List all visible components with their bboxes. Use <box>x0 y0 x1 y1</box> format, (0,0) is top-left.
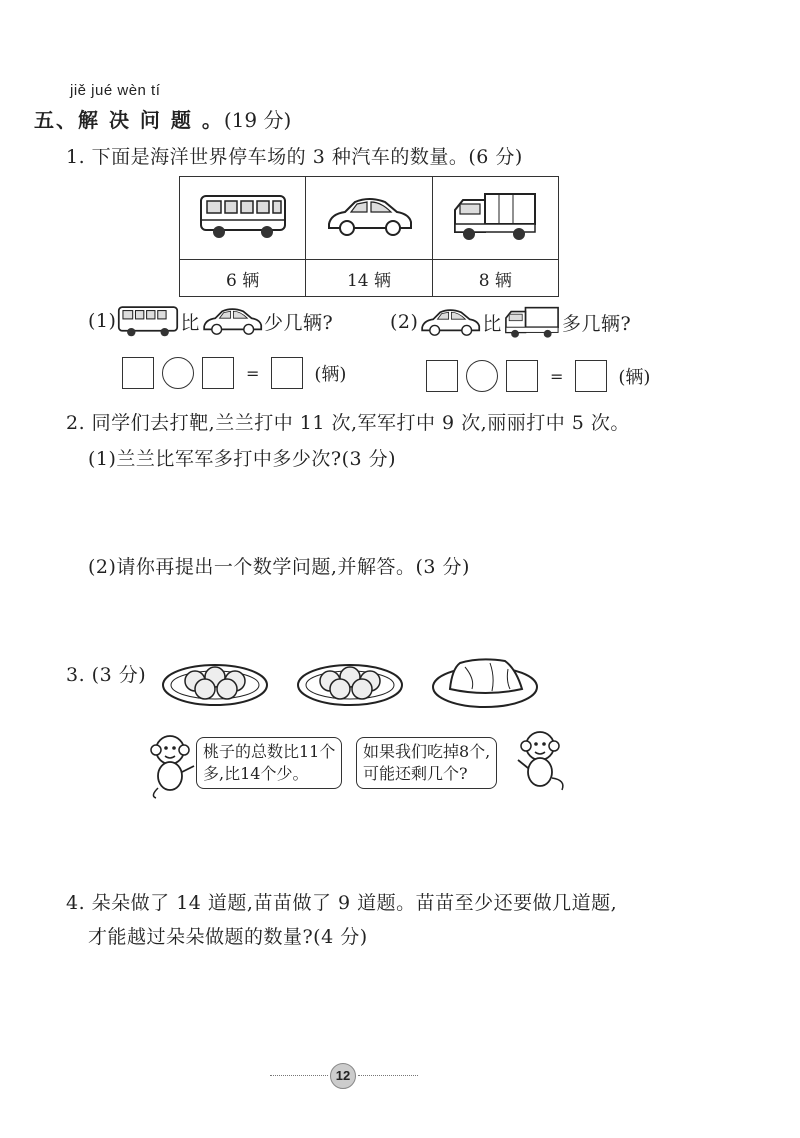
bubble-left-line-1: 桃子的总数比11个 <box>203 742 336 761</box>
sub-1-ask: 少几辆? <box>263 311 334 334</box>
page-number: 12 <box>330 1063 356 1089</box>
question-1-sub-2 <box>390 302 631 342</box>
question-2-sub-1: (1)兰兰比军军多打中多少次?(3 分) <box>88 448 397 470</box>
vehicle-count-table <box>179 176 559 297</box>
bubble-right-line-2: 可能还剩几个? <box>363 764 468 783</box>
footer-divider-left <box>270 1075 328 1076</box>
speech-bubble-right <box>356 737 497 789</box>
answer-box[interactable] <box>202 357 234 389</box>
truck-cell <box>432 177 558 260</box>
section-title-text: 五、解 决 问 题 。 <box>34 108 224 132</box>
footer-divider-right <box>358 1075 418 1076</box>
monkey-left-icon <box>148 732 198 800</box>
sub-1-equation <box>122 357 346 389</box>
car-icon <box>418 303 482 341</box>
car-count: 14 辆 <box>306 260 432 297</box>
equals-sign: = <box>246 363 260 383</box>
question-2-sub-2: (2)请你再提出一个数学问题,并解答。(3 分) <box>88 556 470 578</box>
truck-icon <box>502 302 562 342</box>
answer-box[interactable] <box>122 357 154 389</box>
answer-box[interactable] <box>426 360 458 392</box>
unit-label: (辆) <box>314 364 347 385</box>
unit-label: (辆) <box>618 367 651 388</box>
sub-2-equation <box>426 360 650 392</box>
question-1-stem: 1. 下面是海洋世界停车场的 3 种汽车的数量。(6 分) <box>66 146 523 168</box>
question-4-line-1: 4. 朵朵做了 14 道题,苗苗做了 9 道题。苗苗至少还要做几道题, <box>66 892 618 914</box>
car-cell <box>306 177 432 260</box>
car-icon <box>200 302 264 340</box>
operator-circle[interactable] <box>466 360 498 392</box>
section-pinyin: jiě jué wèn tí <box>70 82 161 99</box>
peach-plates-illustration <box>160 655 560 715</box>
monkey-right-icon <box>512 728 568 794</box>
truck-count: 8 辆 <box>432 260 558 297</box>
question-3-stem: 3. (3 分) <box>66 664 147 686</box>
answer-box[interactable] <box>506 360 538 392</box>
operator-circle[interactable] <box>162 357 194 389</box>
truck-icon <box>449 188 541 244</box>
sub-2-number: (2) <box>390 311 419 333</box>
car-icon <box>323 190 415 242</box>
bubble-right-line-1: 如果我们吃掉8个, <box>363 742 491 761</box>
question-2-stem: 2. 同学们去打靶,兰兰打中 11 次,军军打中 9 次,丽丽打中 5 次。 <box>66 412 630 434</box>
result-box[interactable] <box>575 360 607 392</box>
bus-count: 6 辆 <box>180 260 306 297</box>
sub-2-ask: 多几辆? <box>561 312 632 335</box>
sub-1-number: (1) <box>88 310 117 332</box>
bus-icon <box>197 190 289 242</box>
section-points: (19 分) <box>223 108 292 132</box>
sub-1-compare: 比 <box>180 311 200 334</box>
result-box[interactable] <box>271 357 303 389</box>
bus-icon <box>116 302 180 340</box>
bubble-left-line-2: 多,比14个少。 <box>203 764 309 783</box>
speech-bubble-left <box>196 737 342 789</box>
question-4-line-2: 才能越过朵朵做题的数量?(4 分) <box>88 926 368 948</box>
section-title <box>34 104 291 133</box>
equals-sign: = <box>550 366 564 386</box>
bus-cell <box>180 177 306 260</box>
question-1-sub-1 <box>88 302 333 340</box>
sub-2-compare: 比 <box>482 312 502 335</box>
